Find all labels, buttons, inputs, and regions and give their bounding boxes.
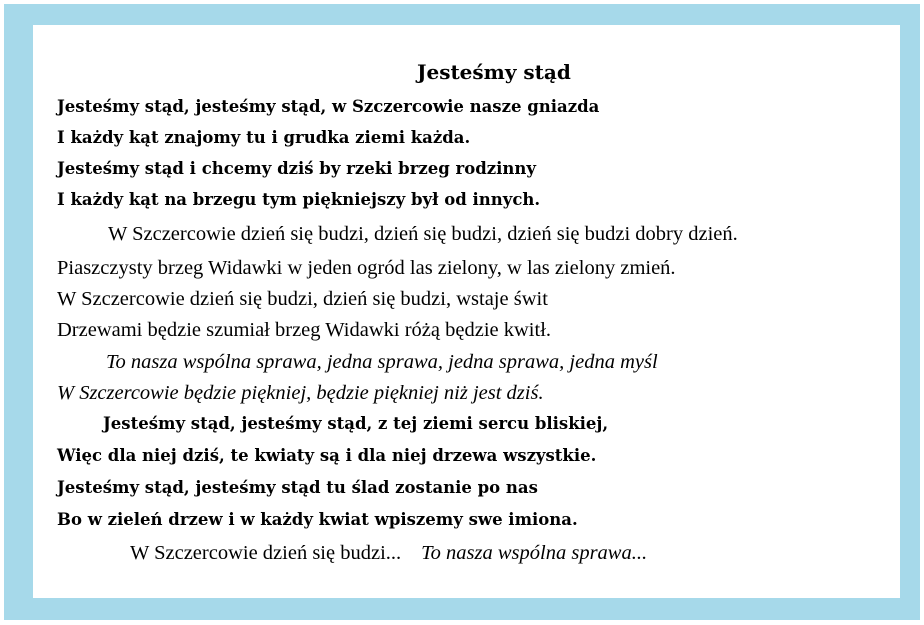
song-title: Jesteśmy stąd (417, 60, 571, 84)
verse2-line-1: Jesteśmy stąd, jesteśmy stąd, z tej ziemi sercu bliskiej, (103, 414, 609, 433)
chorus-line-2: Piaszczysty brzeg Widawki w jeden ogród las zielony, w las zielony zmień. (57, 257, 676, 279)
document-page (33, 25, 900, 598)
chorus-line-3: W Szczercowie dzień się budzi, dzień się budzi, wstaje świt (57, 288, 548, 310)
verse-line-4: I każdy kąt na brzegu tym piękniejszy był od innych. (57, 190, 541, 209)
closing-line (130, 543, 647, 564)
refrain-line-1: To nasza wspólna sprawa, jedna sprawa, jedna sprawa, jedna myśl (106, 351, 658, 373)
refrain-line-2: W Szczercowie będzie piękniej, będzie piękniej niż jest dziś. (57, 382, 544, 404)
page-frame (4, 4, 920, 620)
closing-regular-text: W Szczercowie dzień się budzi... (130, 542, 402, 564)
chorus-line-1: W Szczercowie dzień się budzi, dzień się budzi, dzień się budzi dobry dzień. (108, 223, 738, 245)
verse2-line-2: Więc dla niej dziś, te kwiaty są i dla niej drzewa wszystkie. (57, 446, 597, 465)
closing-italic-text: To nasza wspólna sprawa... (421, 542, 648, 564)
verse-line-1: Jesteśmy stąd, jesteśmy stąd, w Szczercowie nasze gniazda (57, 97, 600, 116)
verse2-line-4: Bo w zieleń drzew i w każdy kwiat wpiszemy swe imiona. (57, 510, 578, 529)
chorus-line-4: Drzewami będzie szumiał brzeg Widawki różą będzie kwitł. (57, 319, 552, 341)
verse-line-2: I każdy kąt znajomy tu i grudka ziemi każda. (57, 128, 471, 147)
verse2-line-3: Jesteśmy stąd, jesteśmy stąd tu ślad zostanie po nas (57, 478, 538, 497)
verse-line-3: Jesteśmy stąd i chcemy dziś by rzeki brzeg rodzinny (57, 159, 536, 178)
